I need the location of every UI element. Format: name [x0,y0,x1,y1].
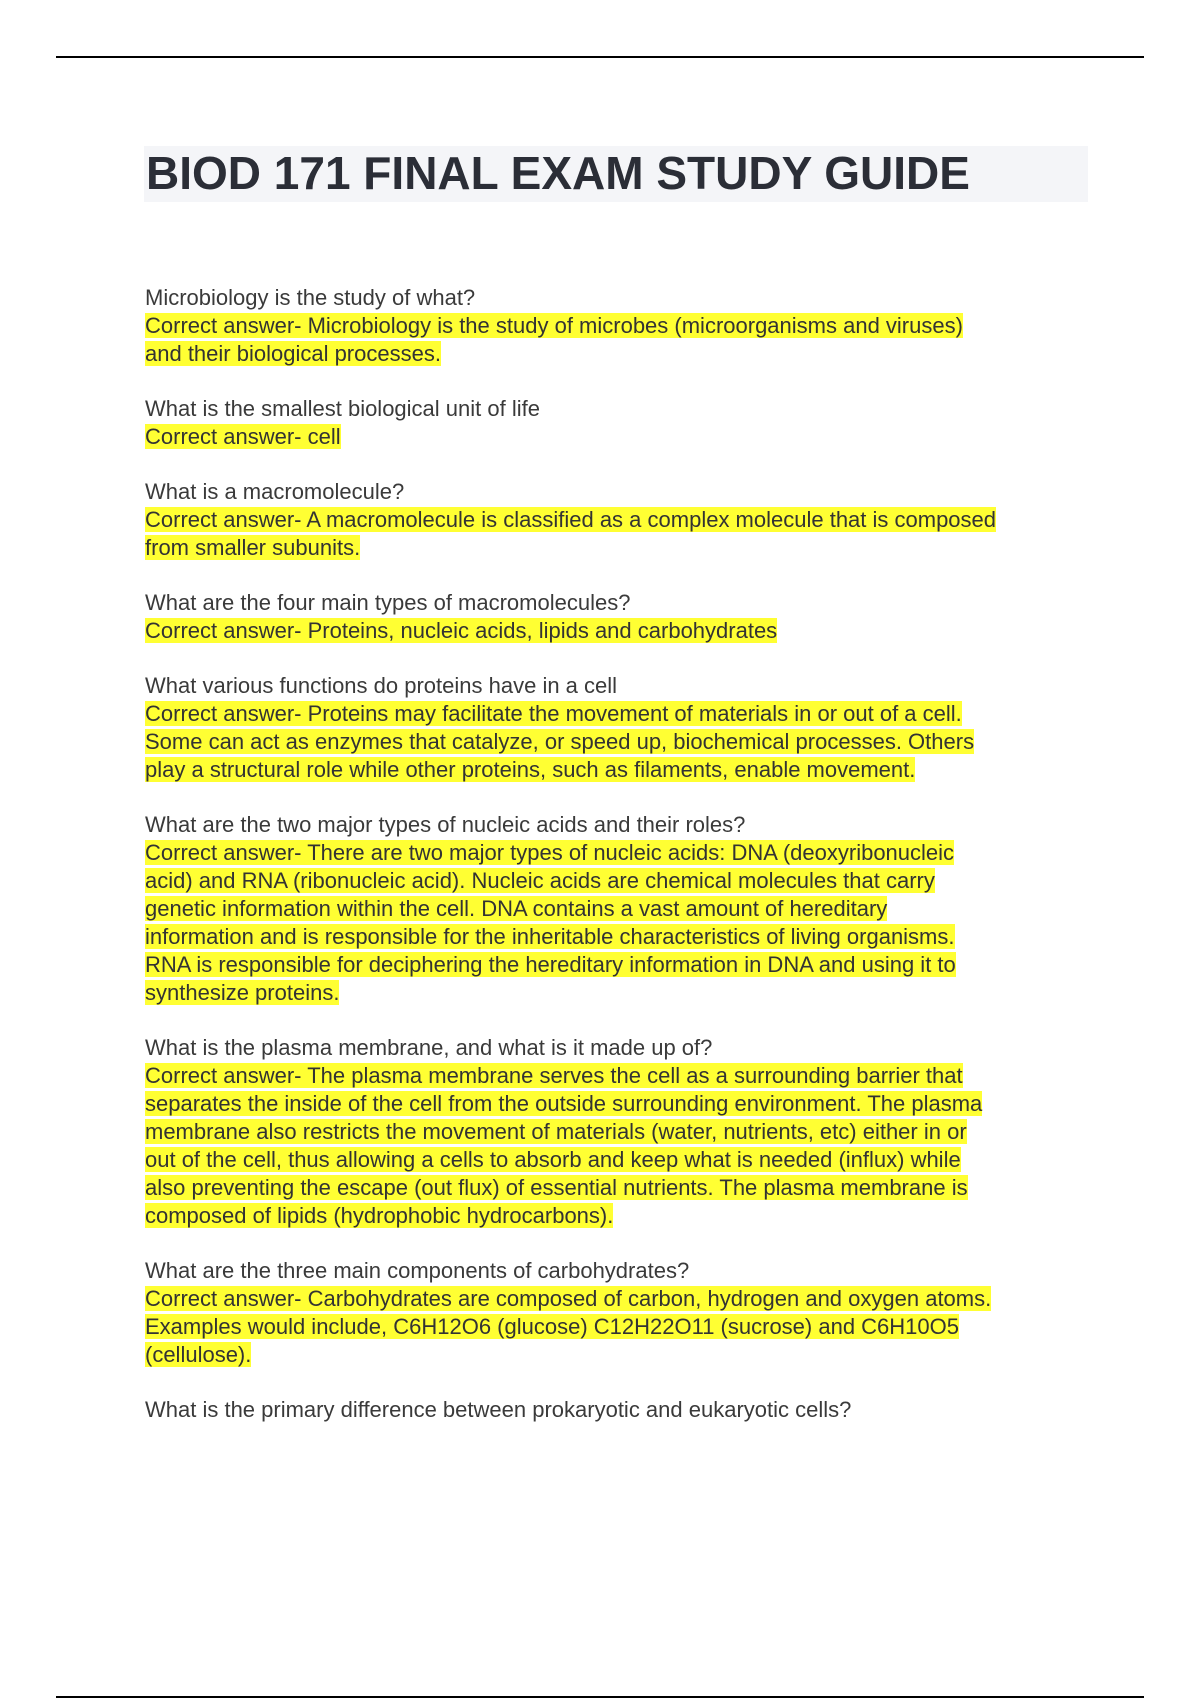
highlighted-answer-line: from smaller subunits. [145,535,361,560]
answer-line [145,951,1085,979]
qa-list [145,284,1085,1451]
answer-line [145,867,1085,895]
answer-line [145,700,1085,728]
highlighted-answer-line: Correct answer- A macromolecule is classified as a complex molecule that is composed [145,507,997,532]
highlighted-answer-line: also preventing the escape (out flux) of essential nutrients. The plasma membrane is [145,1175,968,1200]
answer-text [145,839,1085,1007]
answer-text [145,1285,1085,1369]
highlighted-answer-line: play a structural role while other proteins, such as filaments, enable movement. [145,757,916,782]
answer-line [145,312,1085,340]
answer-text [145,700,1085,784]
highlighted-answer-line: synthesize proteins. [145,980,340,1005]
qa-item [145,1034,1085,1230]
answer-line [145,506,1085,534]
page-title: BIOD 171 FINAL EXAM STUDY GUIDE [146,147,970,199]
question-text: What is a macromolecule? [145,479,405,504]
answer-line [145,756,1085,784]
highlighted-answer-line: Correct answer- Carbohydrates are composed of carbon, hydrogen and oxygen atoms. [145,1286,992,1311]
highlighted-answer-line: and their biological processes. [145,341,441,366]
qa-item [145,1257,1085,1369]
answer-line [145,617,1085,645]
answer-line [145,728,1085,756]
answer-line [145,1090,1085,1118]
highlighted-answer-line: Some can act as enzymes that catalyze, or speed up, biochemical processes. Others [145,729,975,754]
answer-line [145,340,1085,368]
question-text: What is the plasma membrane, and what is it made up of? [145,1035,713,1060]
highlighted-answer-line: Examples would include, C6H12O6 (glucose) C12H22O11 (sucrose) and C6H10O5 [145,1314,959,1339]
question-text: What is the smallest biological unit of life [145,396,540,421]
qa-item [145,672,1085,784]
answer-line [145,923,1085,951]
qa-item [145,811,1085,1007]
qa-item [145,284,1085,368]
highlighted-answer-line: Correct answer- There are two major types of nucleic acids: DNA (deoxyribonucleic [145,840,955,865]
top-rule [56,56,1144,58]
question-text: What various functions do proteins have in a cell [145,673,618,698]
highlighted-answer-line: Correct answer- The plasma membrane serves the cell as a surrounding barrier that [145,1063,963,1088]
answer-text [145,423,1085,451]
highlighted-answer-line: Correct answer- cell [145,424,341,449]
highlighted-answer-line: RNA is responsible for deciphering the hereditary information in DNA and using it to [145,952,956,977]
answer-text [145,617,1085,645]
answer-line [145,1174,1085,1202]
answer-text [145,506,1085,562]
highlighted-answer-line: (cellulose). [145,1342,252,1367]
answer-line [145,423,1085,451]
answer-line [145,1313,1085,1341]
answer-line [145,1062,1085,1090]
question-text: Microbiology is the study of what? [145,285,476,310]
question-text: What is the primary difference between prokaryotic and eukaryotic cells? [145,1397,852,1422]
highlighted-answer-line: acid) and RNA (ribonucleic acid). Nucleic acids are chemical molecules that carry [145,868,935,893]
highlighted-answer-line: composed of lipids (hydrophobic hydrocarbons). [145,1203,614,1228]
answer-line [145,895,1085,923]
highlighted-answer-line: out of the cell, thus allowing a cells to absorb and keep what is needed (influx) while [145,1147,961,1172]
question-text: What are the three main components of carbohydrates? [145,1258,690,1283]
highlighted-answer-line: separates the inside of the cell from the outside surrounding environment. The plasma [145,1091,983,1116]
highlighted-answer-line: membrane also restricts the movement of materials (water, nutrients, etc) either in or [145,1119,967,1144]
bottom-rule [56,1696,1144,1698]
answer-text [145,312,1085,368]
answer-line [145,1202,1085,1230]
qa-item [145,1396,1085,1424]
answer-line [145,1146,1085,1174]
question-text: What are the two major types of nucleic acids and their roles? [145,812,746,837]
highlighted-answer-line: Correct answer- Microbiology is the study of microbes (microorganisms and viruses) [145,313,963,338]
qa-item [145,478,1085,562]
highlighted-answer-line: Correct answer- Proteins may facilitate the movement of materials in or out of a cell. [145,701,962,726]
answer-line [145,1285,1085,1313]
qa-item [145,589,1085,645]
qa-item [145,395,1085,451]
answer-text [145,1062,1085,1230]
answer-line [145,1341,1085,1369]
answer-line [145,839,1085,867]
highlighted-answer-line: genetic information within the cell. DNA contains a vast amount of hereditary [145,896,888,921]
highlighted-answer-line: Correct answer- Proteins, nucleic acids, lipids and carbohydrates [145,618,778,643]
answer-line [145,534,1085,562]
question-text: What are the four main types of macromolecules? [145,590,631,615]
highlighted-answer-line: information and is responsible for the inheritable characteristics of living organisms. [145,924,955,949]
answer-line [145,979,1085,1007]
answer-line [145,1118,1085,1146]
